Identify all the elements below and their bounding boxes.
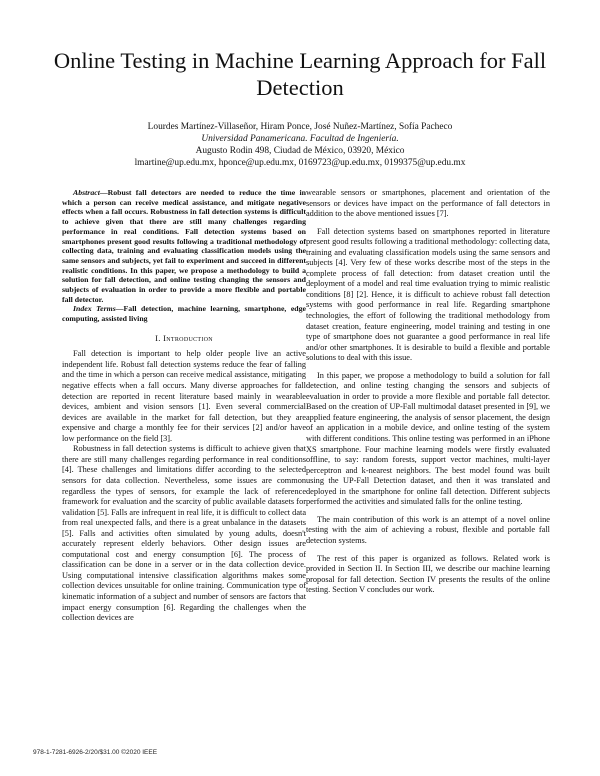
body-paragraph: In this paper, we propose a methodology to build a solution for fall detection, and online testing changing the sensors and subjects of evaluation in order to provide a more flexible and portable fall detector. Based on the creation of UP-Fall multimodal dataset presented in [9], we applied feature engineering, the analysis of sensor placement, the design of an application in a mobile device, and online testing of the system with different conditions. This online testing was performed in an iPhone XS smartphone. Four machine learning models were firstly evaluated offline, to say: random forests, support vector machines, multi-layer perceptron and k-nearest neighbors. The best model found was built using the UP-Fall Detection dataset, and then it was translated and deployed in the smartphone for online fall detection. Different subjects performed the activities and simulated falls for the online testing. <box>306 370 550 507</box>
index-terms-lead: Index Terms <box>73 304 116 314</box>
body-paragraph: wearable sensors or smartphones, placement and orientation of the sensors or devices have impact on the performance of fall detectors in addition to the above mentioned issues [7]. <box>306 188 550 219</box>
index-terms <box>62 304 306 323</box>
author-block <box>40 121 560 169</box>
body-paragraph: The main contribution of this work is an attempt of a novel online testing with the aim of achieving a robust, flexible and portable fall detection systems. <box>306 514 550 545</box>
abstract-text: —Robust fall detectors are needed to reduce the time in which a person can receive medical assistance, and mitigate negative effects when a fall occurs. Robustness in fall detection systems is difficult to achieve given that there are still many challenges regarding performance in real conditions. Fall detection systems based on smartphones present good results following a traditional methodology of collecting data, training and evaluating classification models using the same sensors and subjects, yet fail to experiment and succeed in different realistic conditions. In this paper, we propose a methodology to build a solution for fall detection, and online testing changing the sensors and subjects of evaluation in order to provide a more flexible and portable fall detector. <box>62 188 306 304</box>
body-paragraph: Fall detection systems based on smartphones reported in literature present good results following a traditional methodology: collecting data, training and evaluating classification models using the same sensors and subjects [4]. Very few of these works describe most of the steps in the complete process of fall detection: from dataset creation until the deployment of a model and real time evaluation trying to mimic realistic conditions [8] [2]. Hence, it is difficult to achieve robust fall detection systems with good performance in real life. Regarding smartphone technologies, the effort of following the traditional methodology from dataset creation, feature engineering, model training and testing in one type of smartphone does not guarantee a good performance in real life and/or other smartphones. It is desirable to build a flexible and portable solutions to deal with this issue. <box>306 226 550 363</box>
abstract <box>62 188 306 304</box>
address: Augusto Rodin 498, Ciudad de México, 03920, México <box>195 146 405 156</box>
affiliation: Universidad Panamericana. Facultad de Ingeniería. <box>201 134 399 144</box>
copyright-footer: 978-1-7281-6926-2/20/$31.00 ©2020 IEEE <box>33 749 158 756</box>
body-paragraph: Fall detection is important to help older people live an active independent life. Robust fall detection systems reduce the fear of falling and the time in which a person can receive medical assistance, mitigating negative effects when a fall occurs. Many diverse approaches for fall detection are reported in recent literature based mainly in wearable devices, ambient and vision sensors [1]. Even several commercial devices are available in the market for fall detection, but they are expensive and charge a monthly fee for their services [2] and/or have low performance on the field [3]. <box>62 349 306 443</box>
emails: lmartine@up.edu.mx, hponce@up.edu.mx, 0169723@up.edu.mx, 0199375@up.edu.mx <box>134 158 466 168</box>
abstract-lead: Abstract <box>73 188 100 197</box>
index-terms-text: —Fall detection, machine learning, smartphone, edge computing, assisted living <box>62 304 306 324</box>
right-column <box>306 188 550 596</box>
body-paragraph: The rest of this paper is organized as follows. Related work is provided in Section II. In Section III, we describe our machine learning proposal for fall detection. Section IV presents the results of the online testing. Section V concludes our work. <box>306 553 550 595</box>
body-paragraph: Robustness in fall detection systems is difficult to achieve given that there are still many challenges regarding performance in real conditions [4]. These challenges and limitations differ according to the selected sensors for data collection. Nevertheless, some issues are common regardless the types of sensors, for example the lack of reference framework for evaluation and the scarcity of public available datasets for validation [5]. Falls are infrequent in real life, it is difficult to collect data from real unexpected falls, and there is a great unbalance in the datasets [5]. Falls and activities often simulated by young adults, doesn't accurately represent elderly behaviors. Other design issues are computational cost and energy consumption [6]. The process of classification can be done in a server or in the data collection device. Using computational intensive classification algorithms makes some collection devices unsuitable for online training. Communication type of kinematic information of a subject and number of sensors are factors that impact energy consumption [6]. Regarding the challenges when the collection devices are <box>62 444 306 623</box>
section-heading-introduction: I. Introduction <box>155 332 213 343</box>
left-column <box>62 188 306 624</box>
paper-title: Online Testing in Machine Learning Approach for Fall Detection <box>53 48 547 100</box>
author-names: Lourdes Martínez-Villaseñor, Hiram Ponce, José Nuñez-Martínez, Sofía Pacheco <box>147 122 453 132</box>
